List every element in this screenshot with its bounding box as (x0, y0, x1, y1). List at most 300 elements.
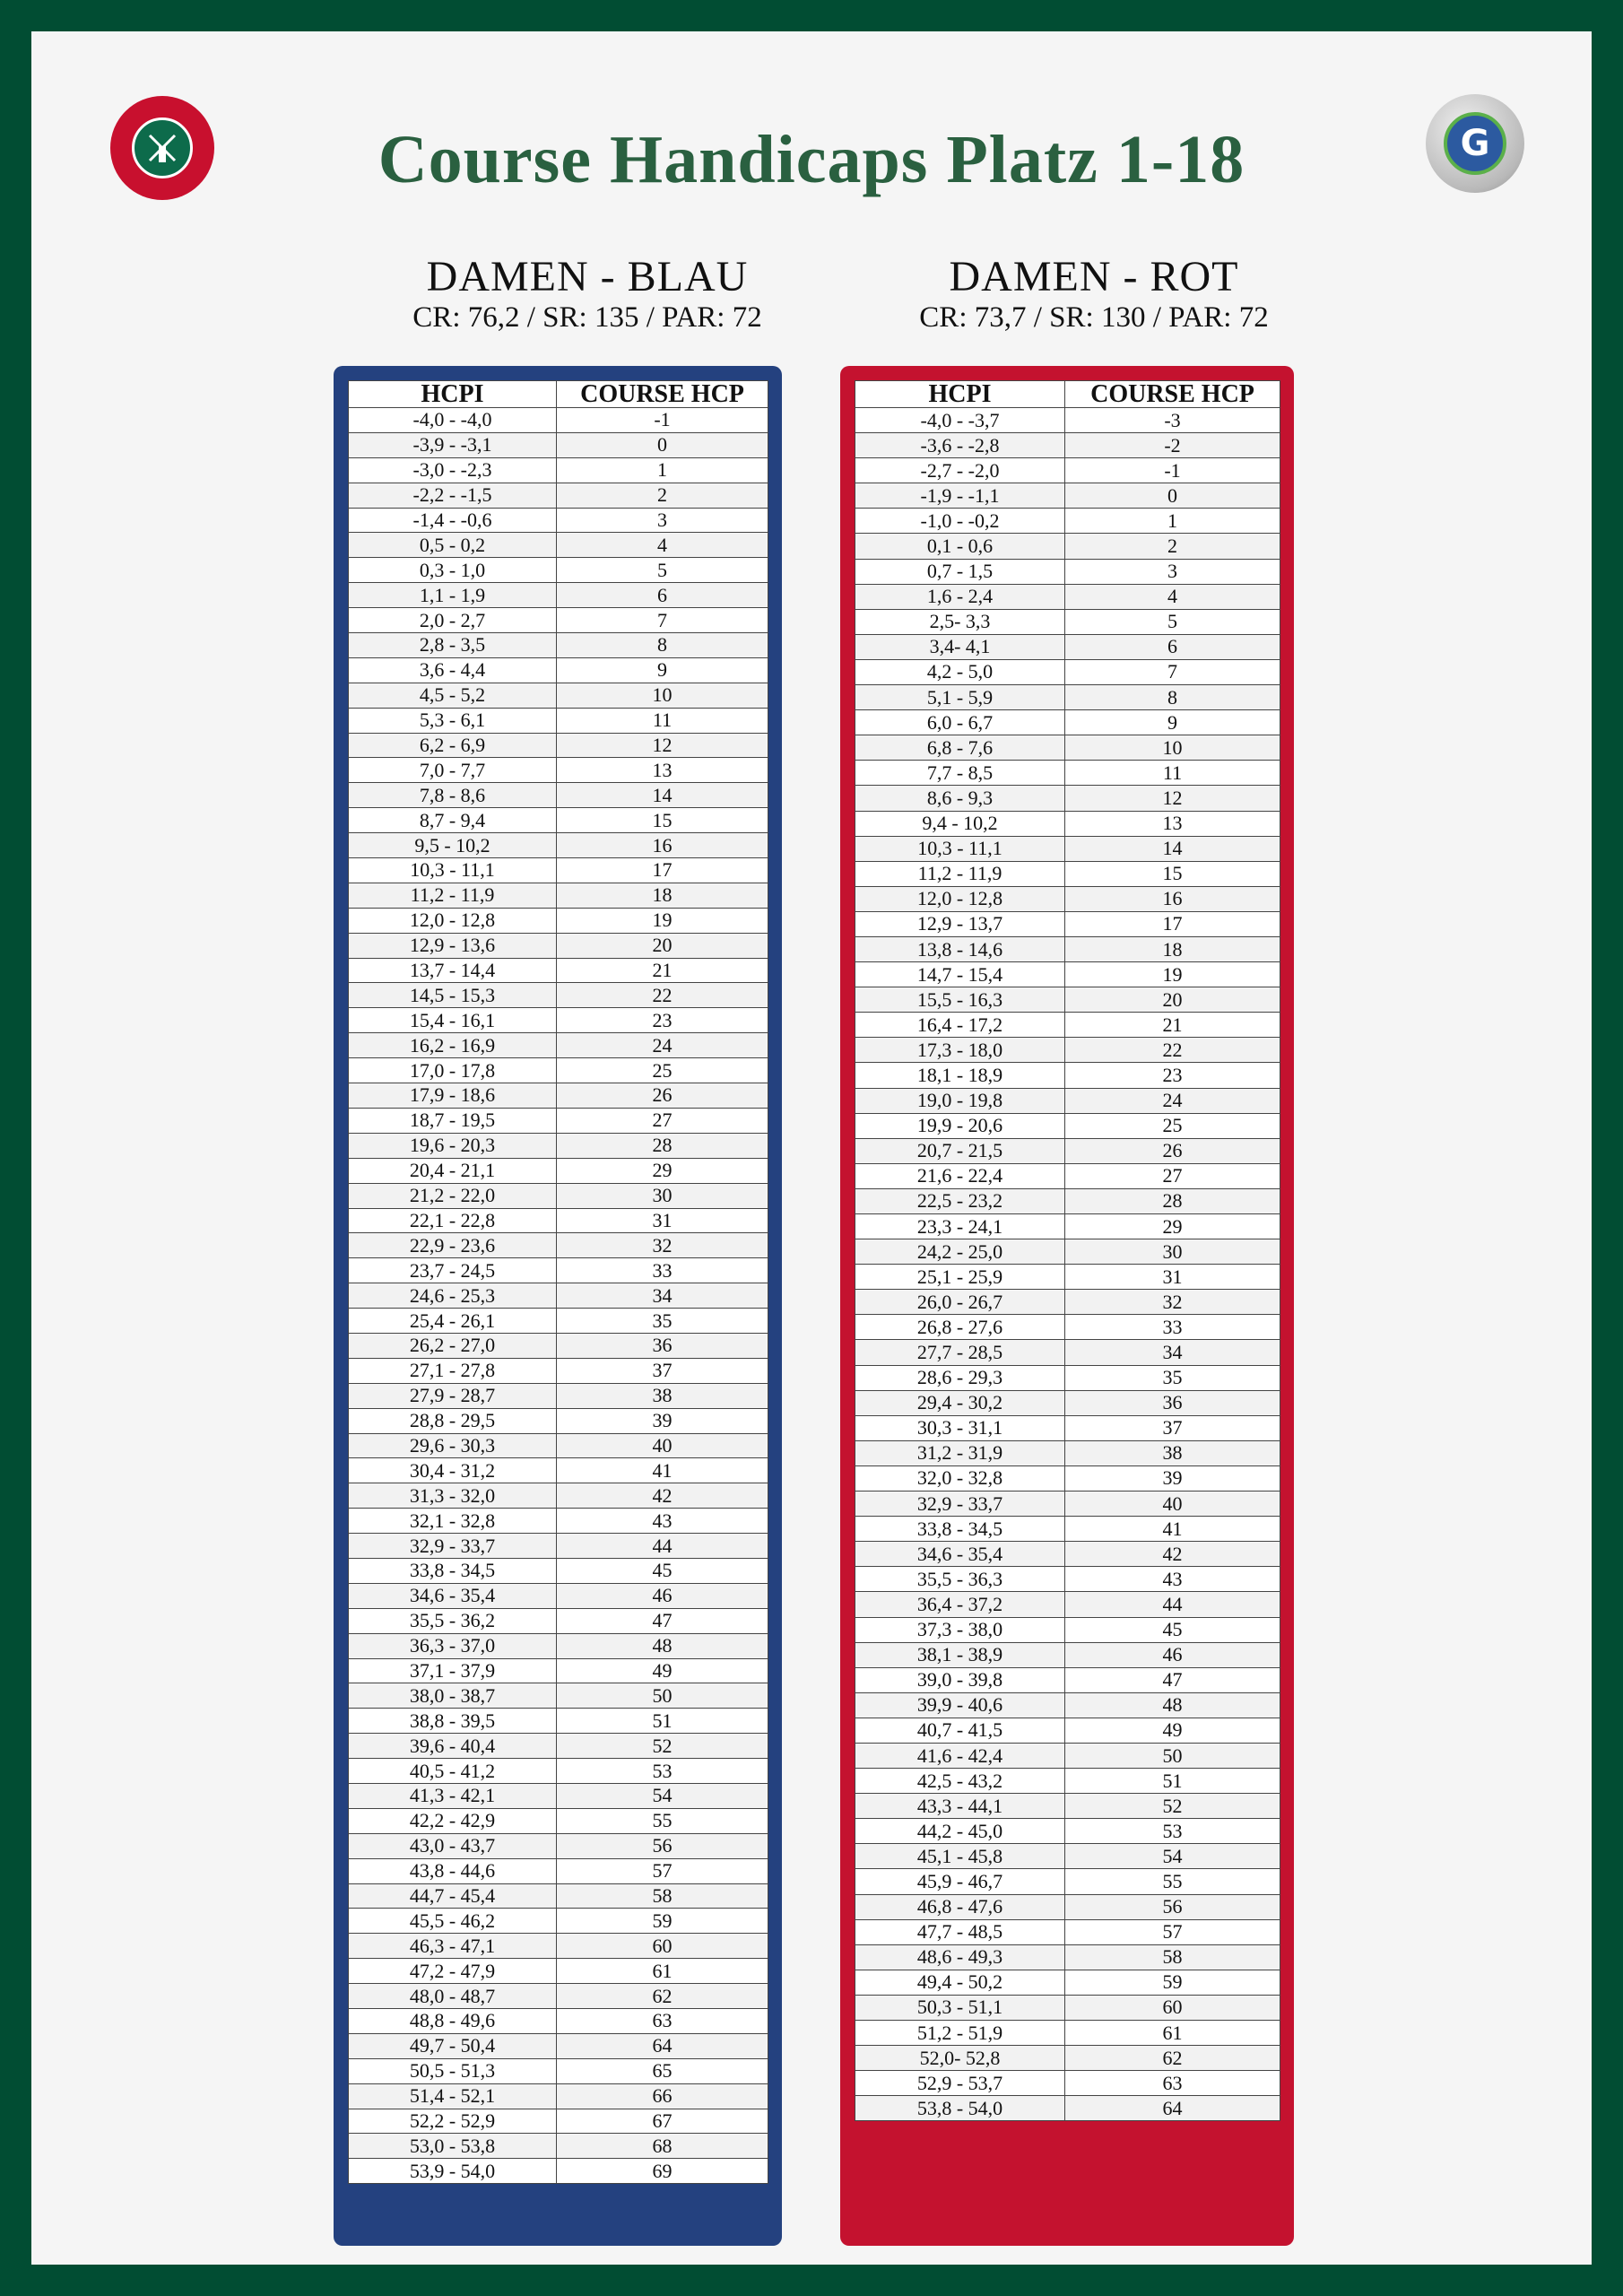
blue-table-row (349, 1183, 768, 1208)
blue-table-row (349, 558, 768, 583)
blue-table-row (349, 1934, 768, 1959)
blue-hcpi-cell: 15,4 - 16,1 (349, 1008, 557, 1033)
red-hcpi-cell: 50,3 - 51,1 (855, 1995, 1065, 2020)
blue-handicap-table (348, 380, 768, 2184)
blue-hcpi-cell: 32,9 - 33,7 (349, 1534, 557, 1559)
red-hcpi-cell: 35,5 - 36,3 (855, 1567, 1065, 1592)
red-table-row (855, 1617, 1280, 1642)
blue-hcpi-cell: 18,7 - 19,5 (349, 1108, 557, 1133)
blue-course-hcp-cell: 26 (557, 1083, 768, 1109)
blue-table-row (349, 908, 768, 933)
blue-table-row (349, 583, 768, 608)
blue-table-row (349, 1408, 768, 1433)
blue-table-row (349, 1534, 768, 1559)
red-course-hcp-cell: 2 (1065, 534, 1280, 559)
red-table-row (855, 936, 1280, 961)
red-hcpi-cell: 37,3 - 38,0 (855, 1617, 1065, 1642)
red-course-hcp-cell: 64 (1065, 2096, 1280, 2121)
blue-hcpi-cell: 41,3 - 42,1 (349, 1783, 557, 1808)
blue-course-hcp-cell: 48 (557, 1633, 768, 1658)
blue-hcpi-cell: 27,9 - 28,7 (349, 1383, 557, 1408)
blue-course-hcp-cell: 1 (557, 457, 768, 483)
blue-hcpi-cell: 53,0 - 53,8 (349, 2134, 557, 2159)
blue-hcpi-cell: 46,3 - 47,1 (349, 1934, 557, 1959)
blue-table-row (349, 1583, 768, 1608)
blue-course-hcp-cell: 12 (557, 733, 768, 758)
blue-table-row (349, 1734, 768, 1759)
blue-course-hcp-cell: 40 (557, 1433, 768, 1458)
red-hcpi-cell: -3,6 - -2,8 (855, 433, 1065, 458)
red-table-row (855, 1718, 1280, 1743)
blue-table-row (349, 1083, 768, 1109)
blue-course-hcp-cell: 23 (557, 1008, 768, 1033)
red-course-hcp-cell: 38 (1065, 1440, 1280, 1465)
red-hcpi-cell: 38,1 - 38,9 (855, 1642, 1065, 1667)
blue-course-hcp-cell: 61 (557, 1959, 768, 1984)
red-course-hcp-cell: 41 (1065, 1517, 1280, 1542)
blue-course-hcp-cell: 36 (557, 1333, 768, 1358)
red-hcpi-cell: 7,7 - 8,5 (855, 761, 1065, 786)
blue-table-row (349, 608, 768, 633)
red-hcpi-cell: -4,0 - -3,7 (855, 408, 1065, 433)
red-course-hcp-cell: 20 (1065, 987, 1280, 1013)
blue-hcpi-cell: 23,7 - 24,5 (349, 1258, 557, 1283)
blue-course-hcp-cell: 20 (557, 933, 768, 958)
red-table-row (855, 1642, 1280, 1667)
blue-course-hcp-cell: 10 (557, 683, 768, 708)
red-table-row (855, 1844, 1280, 1869)
blue-table-row (349, 508, 768, 533)
red-hcpi-cell: 23,3 - 24,1 (855, 1214, 1065, 1239)
page-title: Course Handicaps Platz 1-18 (378, 122, 1245, 197)
blue-course-hcp-cell: 55 (557, 1808, 768, 1833)
red-table-row (855, 962, 1280, 987)
red-table-row (855, 1440, 1280, 1465)
blue-table-row (349, 2109, 768, 2134)
red-course-hcp-cell: 9 (1065, 710, 1280, 735)
blue-hcpi-cell: 43,8 - 44,6 (349, 1858, 557, 1883)
blue-hcpi-cell: 29,6 - 30,3 (349, 1433, 557, 1458)
blue-course-hcp-cell: 49 (557, 1658, 768, 1683)
red-course-hcp-cell: 19 (1065, 962, 1280, 987)
blue-hcpi-cell: 17,0 - 17,8 (349, 1058, 557, 1083)
blue-course-hcp-cell: 5 (557, 558, 768, 583)
blue-course-hcp-cell: 29 (557, 1158, 768, 1183)
blue-hcpi-cell: -3,9 - -3,1 (349, 432, 557, 457)
blue-table-row (349, 483, 768, 508)
blue-hcpi-cell: 44,7 - 45,4 (349, 1883, 557, 1909)
red-hcpi-cell: 28,6 - 29,3 (855, 1365, 1065, 1390)
blue-course-hcp-cell: 66 (557, 2083, 768, 2109)
red-hcpi-cell: 47,7 - 48,5 (855, 1919, 1065, 1944)
red-course-hcp-cell: 40 (1065, 1492, 1280, 1517)
blue-course-hcp-cell: 68 (557, 2134, 768, 2159)
red-course-hcp-cell: 58 (1065, 1944, 1280, 1970)
blue-table-row (349, 1208, 768, 1233)
blue-table-row (349, 933, 768, 958)
blue-hcpi-cell: 45,5 - 46,2 (349, 1909, 557, 1934)
red-table-row (855, 1340, 1280, 1365)
red-course-hcp-cell: 47 (1065, 1667, 1280, 1692)
blue-table-row (349, 1608, 768, 1633)
red-course-hcp-cell: 7 (1065, 659, 1280, 684)
red-course-hcp-cell: 44 (1065, 1592, 1280, 1617)
red-course-hcp-cell: 16 (1065, 886, 1280, 911)
blue-course-hcp-cell: 53 (557, 1759, 768, 1784)
blue-course-hcp-cell: 25 (557, 1058, 768, 1083)
red-table-row (855, 1769, 1280, 1794)
red-table-row (855, 433, 1280, 458)
blue-table-row (349, 1458, 768, 1483)
red-hcpi-cell: 21,6 - 22,4 (855, 1163, 1065, 1188)
red-table-row (855, 584, 1280, 609)
red-course-hcp-cell: 0 (1065, 483, 1280, 509)
red-hcpi-cell: 49,4 - 50,2 (855, 1970, 1065, 1995)
red-course-hcp-cell: 11 (1065, 761, 1280, 786)
blue-course-hcp-cell: 19 (557, 908, 768, 933)
blue-course-hcp-cell: 13 (557, 758, 768, 783)
blue-hcpi-cell: 0,5 - 0,2 (349, 533, 557, 558)
dgv-logo-icon (1426, 94, 1524, 193)
poster-page (31, 31, 1592, 2265)
blue-course-hcp-cell: 43 (557, 1509, 768, 1534)
red-table-row (855, 1567, 1280, 1592)
blue-course-hcp-cell: 6 (557, 583, 768, 608)
red-table-row (855, 786, 1280, 811)
red-table-row (855, 534, 1280, 559)
red-course-hcp-cell: 21 (1065, 1013, 1280, 1038)
blue-table-row (349, 1283, 768, 1309)
red-table-row (855, 1517, 1280, 1542)
red-table-row (855, 1163, 1280, 1188)
blue-hcpi-cell: -1,4 - -0,6 (349, 508, 557, 533)
red-course-hcp-cell: 35 (1065, 1365, 1280, 1390)
red-hcpi-cell: 19,0 - 19,8 (855, 1088, 1065, 1113)
blue-table-row (349, 1133, 768, 1158)
red-table-row (855, 811, 1280, 836)
red-table-row (855, 1239, 1280, 1265)
red-hcpi-cell: 32,9 - 33,7 (855, 1492, 1065, 1517)
red-course-hcp-cell: 39 (1065, 1465, 1280, 1491)
red-hcpi-cell: 52,9 - 53,7 (855, 2071, 1065, 2096)
blue-hcpi-cell: 10,3 - 11,1 (349, 858, 557, 883)
red-hcpi-cell: 40,7 - 41,5 (855, 1718, 1065, 1743)
red-table-row (855, 2046, 1280, 2071)
blue-table-row (349, 958, 768, 983)
blue-hcpi-cell: 31,3 - 32,0 (349, 1483, 557, 1509)
red-hcpi-cell: 26,8 - 27,6 (855, 1315, 1065, 1340)
red-course-hcp-cell: 13 (1065, 811, 1280, 836)
blue-col-course-hcp-header: COURSE HCP (557, 381, 768, 408)
blue-table-row (349, 432, 768, 457)
blue-hcpi-cell: 36,3 - 37,0 (349, 1633, 557, 1658)
blue-course-hcp-cell: 8 (557, 633, 768, 658)
blue-hcpi-cell: 11,2 - 11,9 (349, 883, 557, 908)
red-table-row (855, 509, 1280, 534)
red-table-row (855, 408, 1280, 433)
red-hcpi-cell: 27,7 - 28,5 (855, 1340, 1065, 1365)
red-table-row (855, 1894, 1280, 1919)
blue-course-hcp-cell: 62 (557, 1984, 768, 2009)
red-table-row (855, 1492, 1280, 1517)
blue-course-hcp-cell: 33 (557, 1258, 768, 1283)
blue-hcpi-cell: -4,0 - -4,0 (349, 408, 557, 433)
red-table-row (855, 987, 1280, 1013)
red-course-hcp-cell: 31 (1065, 1265, 1280, 1290)
blue-table-row (349, 1909, 768, 1934)
red-table-row (855, 1214, 1280, 1239)
blue-course-hcp-cell: 16 (557, 833, 768, 858)
red-course-hcp-cell: 30 (1065, 1239, 1280, 1265)
red-heading-block (865, 254, 1323, 335)
red-table-row (855, 1013, 1280, 1038)
blue-table-row (349, 1633, 768, 1658)
red-hcpi-cell: 4,2 - 5,0 (855, 659, 1065, 684)
blue-course-hcp-cell: 28 (557, 1133, 768, 1158)
blue-course-hcp-cell: 0 (557, 432, 768, 457)
blue-table-row (349, 1433, 768, 1458)
red-course-hcp-cell: 12 (1065, 786, 1280, 811)
blue-hcpi-cell: 27,1 - 27,8 (349, 1358, 557, 1383)
red-course-hcp-cell: 48 (1065, 1692, 1280, 1718)
blue-course-hcp-cell: 32 (557, 1233, 768, 1258)
blue-course-hcp-cell: 24 (557, 1033, 768, 1058)
blue-table-row (349, 1883, 768, 1909)
dgv-letter: G (1444, 112, 1506, 175)
red-course-hcp-cell: 3 (1065, 559, 1280, 584)
blue-heading: DAMEN - BLAU (426, 253, 749, 300)
blue-table-row (349, 1759, 768, 1784)
red-hcpi-cell: 0,1 - 0,6 (855, 534, 1065, 559)
blue-table-row (349, 2083, 768, 2109)
blue-hcpi-cell: 34,6 - 35,4 (349, 1583, 557, 1608)
red-course-hcp-cell: 32 (1065, 1290, 1280, 1315)
red-course-hcp-cell: 8 (1065, 685, 1280, 710)
blue-hcpi-cell: 7,0 - 7,7 (349, 758, 557, 783)
red-course-hcp-cell: 17 (1065, 911, 1280, 936)
blue-hcpi-cell: 14,5 - 15,3 (349, 983, 557, 1008)
blue-table-row (349, 2159, 768, 2184)
red-hcpi-cell: 45,9 - 46,7 (855, 1869, 1065, 1894)
blue-hcpi-cell: 38,8 - 39,5 (349, 1709, 557, 1734)
blue-table-row (349, 1808, 768, 1833)
red-table-row (855, 1944, 1280, 1970)
red-hcpi-cell: 44,2 - 45,0 (855, 1819, 1065, 1844)
red-hcpi-cell: -1,9 - -1,1 (855, 483, 1065, 509)
red-hcpi-cell: 45,1 - 45,8 (855, 1844, 1065, 1869)
red-course-hcp-cell: 29 (1065, 1214, 1280, 1239)
blue-table-row (349, 1258, 768, 1283)
red-heading: DAMEN - ROT (949, 253, 1239, 300)
red-table-row (855, 1315, 1280, 1340)
red-course-hcp-cell: 27 (1065, 1163, 1280, 1188)
blue-course-hcp-cell: 41 (557, 1458, 768, 1483)
red-course-hcp-cell: 42 (1065, 1542, 1280, 1567)
red-table-row (855, 1919, 1280, 1944)
blue-table-row (349, 1333, 768, 1358)
red-table-row (855, 1038, 1280, 1063)
red-hcpi-cell: 5,1 - 5,9 (855, 685, 1065, 710)
blue-hcpi-cell: 21,2 - 22,0 (349, 1183, 557, 1208)
red-hcpi-cell: 43,3 - 44,1 (855, 1794, 1065, 1819)
blue-table-row (349, 533, 768, 558)
blue-table-row (349, 1108, 768, 1133)
red-course-hcp-cell: 57 (1065, 1919, 1280, 1944)
red-hcpi-cell: 9,4 - 10,2 (855, 811, 1065, 836)
red-course-hcp-cell: 24 (1065, 1088, 1280, 1113)
blue-table-row (349, 983, 768, 1008)
blue-course-hcp-cell: 52 (557, 1734, 768, 1759)
blue-course-hcp-cell: 14 (557, 783, 768, 808)
red-table-row (855, 1692, 1280, 1718)
red-hcpi-cell: 30,3 - 31,1 (855, 1415, 1065, 1440)
blue-course-hcp-cell: 67 (557, 2109, 768, 2134)
blue-course-hcp-cell: 34 (557, 1283, 768, 1309)
blue-table-row (349, 1558, 768, 1583)
red-table-row (855, 1542, 1280, 1567)
blue-hcpi-cell: 7,8 - 8,6 (349, 783, 557, 808)
blue-hcpi-cell: 2,8 - 3,5 (349, 633, 557, 658)
blue-hcpi-cell: 4,5 - 5,2 (349, 683, 557, 708)
blue-hcpi-cell: 25,4 - 26,1 (349, 1309, 557, 1334)
red-hcpi-cell: 1,6 - 2,4 (855, 584, 1065, 609)
blue-course-hcp-cell: 59 (557, 1909, 768, 1934)
red-hcpi-cell: 29,4 - 30,2 (855, 1390, 1065, 1415)
red-course-hcp-cell: 51 (1065, 1769, 1280, 1794)
red-course-hcp-cell: 26 (1065, 1138, 1280, 1163)
red-hcpi-cell: 48,6 - 49,3 (855, 1944, 1065, 1970)
red-table-row (855, 685, 1280, 710)
red-hcpi-cell: 39,0 - 39,8 (855, 1667, 1065, 1692)
blue-hcpi-cell: 12,0 - 12,8 (349, 908, 557, 933)
blue-course-hcp-cell: 30 (557, 1183, 768, 1208)
blue-hcpi-cell: 22,9 - 23,6 (349, 1233, 557, 1258)
blue-table-row (349, 1008, 768, 1033)
blue-table-row (349, 1959, 768, 1984)
blue-hcpi-cell: 39,6 - 40,4 (349, 1734, 557, 1759)
red-table-row (855, 710, 1280, 735)
blue-course-hcp-cell: 2 (557, 483, 768, 508)
blue-course-hcp-cell: 46 (557, 1583, 768, 1608)
blue-course-hcp-cell: 69 (557, 2159, 768, 2184)
red-hcpi-cell: 32,0 - 32,8 (855, 1465, 1065, 1491)
red-table-row (855, 483, 1280, 509)
red-course-hcp-cell: 18 (1065, 936, 1280, 961)
blue-hcpi-cell: 22,1 - 22,8 (349, 1208, 557, 1233)
blue-table-row (349, 1033, 768, 1058)
red-table-row (855, 1592, 1280, 1617)
red-course-hcp-cell: 62 (1065, 2046, 1280, 2071)
red-hcpi-cell: 26,0 - 26,7 (855, 1290, 1065, 1315)
red-table-row (855, 1138, 1280, 1163)
blue-course-hcp-cell: 44 (557, 1534, 768, 1559)
red-table-row (855, 2096, 1280, 2121)
blue-hcpi-cell: 43,0 - 43,7 (349, 1833, 557, 1858)
blue-course-hcp-cell: 42 (557, 1483, 768, 1509)
red-course-hcp-cell: 37 (1065, 1415, 1280, 1440)
blue-hcpi-cell: 51,4 - 52,1 (349, 2083, 557, 2109)
red-handicap-table (855, 380, 1280, 2121)
blue-hcpi-cell: 13,7 - 14,4 (349, 958, 557, 983)
blue-course-hcp-cell: 21 (557, 958, 768, 983)
blue-course-hcp-cell: 57 (557, 1858, 768, 1883)
red-hcpi-cell: 34,6 - 35,4 (855, 1542, 1065, 1567)
blue-course-hcp-cell: 56 (557, 1833, 768, 1858)
red-hcpi-cell: 24,2 - 25,0 (855, 1239, 1065, 1265)
red-hcpi-cell: 52,0- 52,8 (855, 2046, 1065, 2071)
red-hcpi-cell: 18,1 - 18,9 (855, 1063, 1065, 1088)
blue-hcpi-cell: 53,9 - 54,0 (349, 2159, 557, 2184)
blue-course-hcp-cell: 15 (557, 808, 768, 833)
red-course-hcp-cell: 4 (1065, 584, 1280, 609)
red-course-hcp-cell: 15 (1065, 861, 1280, 886)
blue-hcpi-cell: -2,2 - -1,5 (349, 483, 557, 508)
blue-course-hcp-cell: 35 (557, 1309, 768, 1334)
blue-table-row (349, 408, 768, 433)
red-course-hcp-cell: 56 (1065, 1894, 1280, 1919)
blue-table-row (349, 1158, 768, 1183)
blue-hcpi-cell: 28,8 - 29,5 (349, 1408, 557, 1433)
red-hcpi-cell: 0,7 - 1,5 (855, 559, 1065, 584)
red-table-row (855, 1415, 1280, 1440)
red-table-row (855, 1995, 1280, 2020)
blue-hcpi-cell: 32,1 - 32,8 (349, 1509, 557, 1534)
blue-table-row (349, 683, 768, 708)
red-table-row (855, 886, 1280, 911)
blue-course-hcp-cell: 60 (557, 1934, 768, 1959)
blue-table-row (349, 457, 768, 483)
blue-hcpi-cell: 48,8 - 49,6 (349, 2009, 557, 2034)
blue-course-hcp-cell: 54 (557, 1783, 768, 1808)
red-table-row (855, 735, 1280, 761)
blue-course-hcp-cell: 22 (557, 983, 768, 1008)
red-hcpi-cell: 6,0 - 6,7 (855, 710, 1065, 735)
blue-hcpi-cell: 40,5 - 41,2 (349, 1759, 557, 1784)
blue-hcpi-cell: 47,2 - 47,9 (349, 1959, 557, 1984)
blue-hcpi-cell: 50,5 - 51,3 (349, 2058, 557, 2083)
red-table-row (855, 1063, 1280, 1088)
red-col-hcpi-header: HCPI (855, 381, 1065, 408)
red-course-hcp-cell: 1 (1065, 509, 1280, 534)
blue-table-row (349, 733, 768, 758)
blue-course-hcp-cell: 65 (557, 2058, 768, 2083)
red-hcpi-cell: 10,3 - 11,1 (855, 836, 1065, 861)
blue-hcpi-cell: 48,0 - 48,7 (349, 1984, 557, 2009)
blue-course-hcp-cell: 3 (557, 508, 768, 533)
red-hcpi-cell: 39,9 - 40,6 (855, 1692, 1065, 1718)
red-course-hcp-cell: 36 (1065, 1390, 1280, 1415)
blue-heading-block (363, 254, 812, 335)
blue-table-row (349, 2033, 768, 2058)
red-table-row (855, 609, 1280, 634)
red-hcpi-cell: 51,2 - 51,9 (855, 2021, 1065, 2046)
blue-course-hcp-cell: 11 (557, 708, 768, 733)
blue-table-row (349, 1509, 768, 1534)
blue-table-row (349, 1984, 768, 2009)
red-table-row (855, 1794, 1280, 1819)
blue-hcpi-cell: 20,4 - 21,1 (349, 1158, 557, 1183)
red-course-hcp-cell: 49 (1065, 1718, 1280, 1743)
blue-subheading: CR: 76,2 / SR: 135 / PAR: 72 (412, 301, 762, 334)
blue-course-hcp-cell: 18 (557, 883, 768, 908)
red-table-row (855, 1390, 1280, 1415)
red-hcpi-cell: 11,2 - 11,9 (855, 861, 1065, 886)
blue-table-row (349, 708, 768, 733)
red-hcpi-cell: 25,1 - 25,9 (855, 1265, 1065, 1290)
red-hcpi-cell: 3,4- 4,1 (855, 634, 1065, 659)
red-table-row (855, 559, 1280, 584)
blue-hcpi-cell: 3,6 - 4,4 (349, 657, 557, 683)
